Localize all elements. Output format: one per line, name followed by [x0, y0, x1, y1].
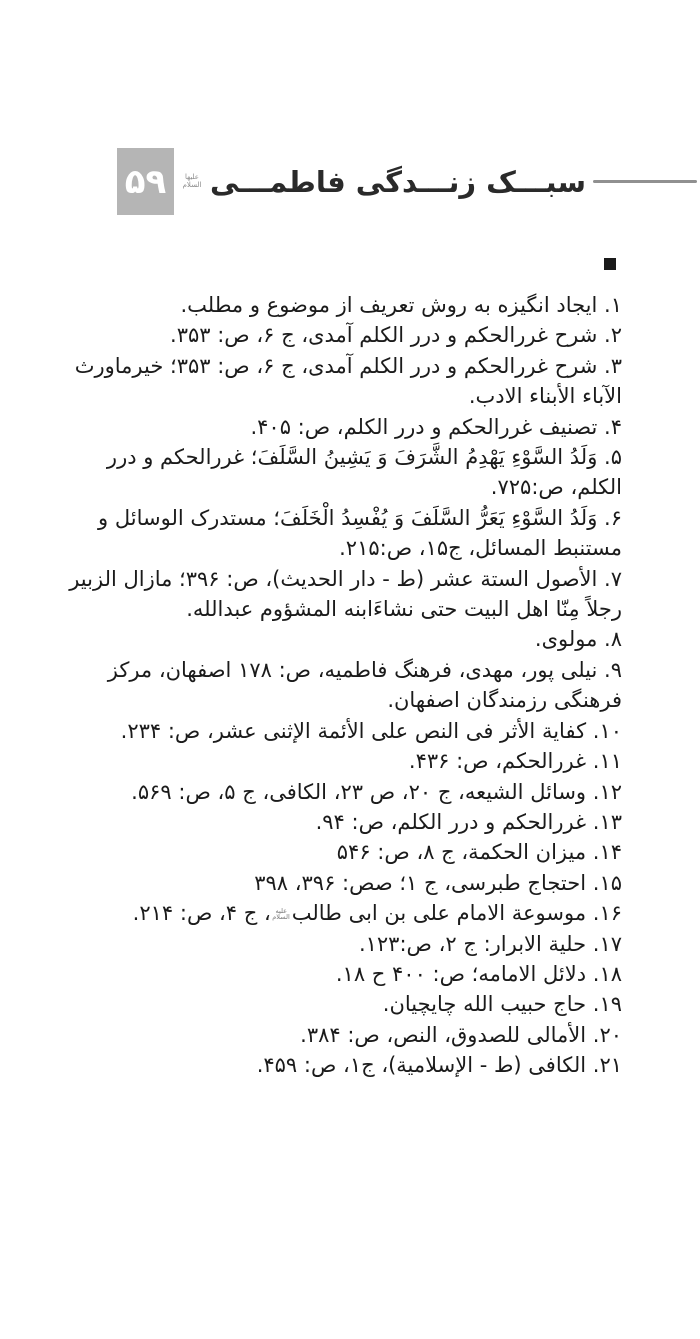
endnotes-list — [57, 290, 622, 1081]
note-number: ۸. — [597, 627, 622, 652]
header-rule — [593, 180, 697, 183]
note-number: ۲. — [597, 323, 622, 348]
note-item: ۴. تصنیف غررالحکم و درر الکلم، ص: ۴۰۵. — [250, 414, 622, 439]
book-title: سبـــک زنـــدگی فاطمـــی — [210, 164, 586, 199]
note-item: ۱۷. حلیة الابرار: ج ۲، ص:۱۲۳. — [358, 931, 622, 956]
note-item: ۸. مولوی. — [534, 627, 622, 652]
note-item: ۲۰. الأمالی للصدوق، النص، ص: ۳۸۴. — [300, 1022, 622, 1047]
note-item: ۳. شرح غررالحکم و درر الکلم آمدی، ج ۶، ص: ۳۵۳؛ خیرماورث الآباء الأبناء الادب. — [74, 353, 622, 409]
note-number: ۱۴. — [586, 840, 622, 865]
honorific-mark-icon: علیها السلام — [182, 173, 202, 189]
note-number: ۱۲. — [586, 779, 622, 804]
note-item: ۱۴. میزان الحکمة، ج ۸، ص: ۵۴۶ — [336, 840, 622, 865]
note-item: ۱۰. کفایة الأثر فی النص علی الأئمة الإثنی عشر، ص: ۲۳۴. — [120, 718, 622, 743]
note-number: ۱. — [597, 293, 622, 317]
note-number: ۱۱. — [586, 749, 622, 774]
square-bullet-icon — [604, 258, 616, 270]
page-number-badge: ۵۹ — [117, 148, 174, 215]
note-item: ۱۸. دلائل الامامه؛ ص: ۴۰۰ ح ۱۸. — [335, 961, 622, 986]
note-item: ۲۱. الکافی (ط - الإسلامیة)، ج۱، ص: ۴۵۹. — [256, 1053, 622, 1078]
note-number: ۱۸. — [586, 961, 622, 986]
note-number: ۵. — [597, 445, 622, 470]
note-item: ۶. وَلَدُ السَّوْءِ يَعَرُّ السَّلَفَ وَ يُفْسِدُ الْخَلَفَ؛ مستدرک الوسائل و مستنبط المسائل، ج۱۵، ص:۲۱۵. — [98, 505, 622, 561]
note-item: ۱. ایجاد انگیزه به روش تعریف از موضوع و مطلب. — [180, 293, 622, 317]
note-number: ۱۵. — [586, 870, 622, 895]
note-number: ۲۱. — [586, 1053, 622, 1078]
note-item: ۹. نیلی پور، مهدی، فرهنگ فاطمیه، ص: ۱۷۸ اصفهان، مرکز فرهنگی رزمندگان اصفهان. — [107, 657, 622, 713]
note-number: ۱۷. — [586, 931, 622, 956]
note-number: ۲۰. — [586, 1022, 622, 1047]
note-number: ۴. — [597, 414, 622, 439]
note-number: ۱۹. — [586, 992, 622, 1017]
note-item: ۱۳. غررالحکم و درر الکلم، ص: ۹۴. — [315, 809, 622, 834]
note-item: ۱۵. احتجاج طبرسی، ج ۱؛ صص: ۳۹۶، ۳۹۸ — [254, 870, 622, 895]
note-item: ۷. الأصول الستة عشر (ط - دار الحدیث)، ص: ۳۹۶؛ مازال الزبیر رجلاً مِنّا اهل البیت حتی نشاءَابنه المشؤوم عبدالله. — [69, 566, 622, 622]
note-item: ۱۱. غررالحکم، ص: ۴۳۶. — [408, 749, 622, 774]
note-number: ۱۳. — [586, 809, 622, 834]
note-number: ۳. — [597, 353, 622, 378]
note-number: ۹. — [597, 657, 622, 682]
note-number: ۱۶. — [586, 901, 622, 926]
note-item: ۲. شرح غررالحکم و درر الکلم آمدی، ج ۶، ص: ۳۵۳. — [170, 323, 622, 348]
note-number: ۱۰. — [586, 718, 622, 743]
note-item: ۱۶. موسوعة الامام علی بن ابی طالبعلیه السلام، ج ۴، ص: ۲۱۴. — [132, 901, 622, 926]
note-item: ۱۲. وسائل الشیعه، ج ۲۰، ص ۲۳، الکافی، ج ۵، ص: ۵۶۹. — [131, 779, 622, 804]
note-number: ۷. — [597, 566, 622, 591]
page-header — [0, 148, 700, 215]
honorific-mark-icon: علیه السلام — [272, 906, 290, 922]
note-item: ۱۹. حاج حبیب الله چایچیان. — [382, 992, 622, 1017]
note-number: ۶. — [597, 505, 622, 530]
note-item: ۵. وَلَدُ السَّوْءِ يَهْدِمُ الشَّرَفَ وَ يَشِينُ السَّلَفَ؛ غررالحکم و درر الکلم، ص:۷۲۵. — [106, 445, 622, 500]
